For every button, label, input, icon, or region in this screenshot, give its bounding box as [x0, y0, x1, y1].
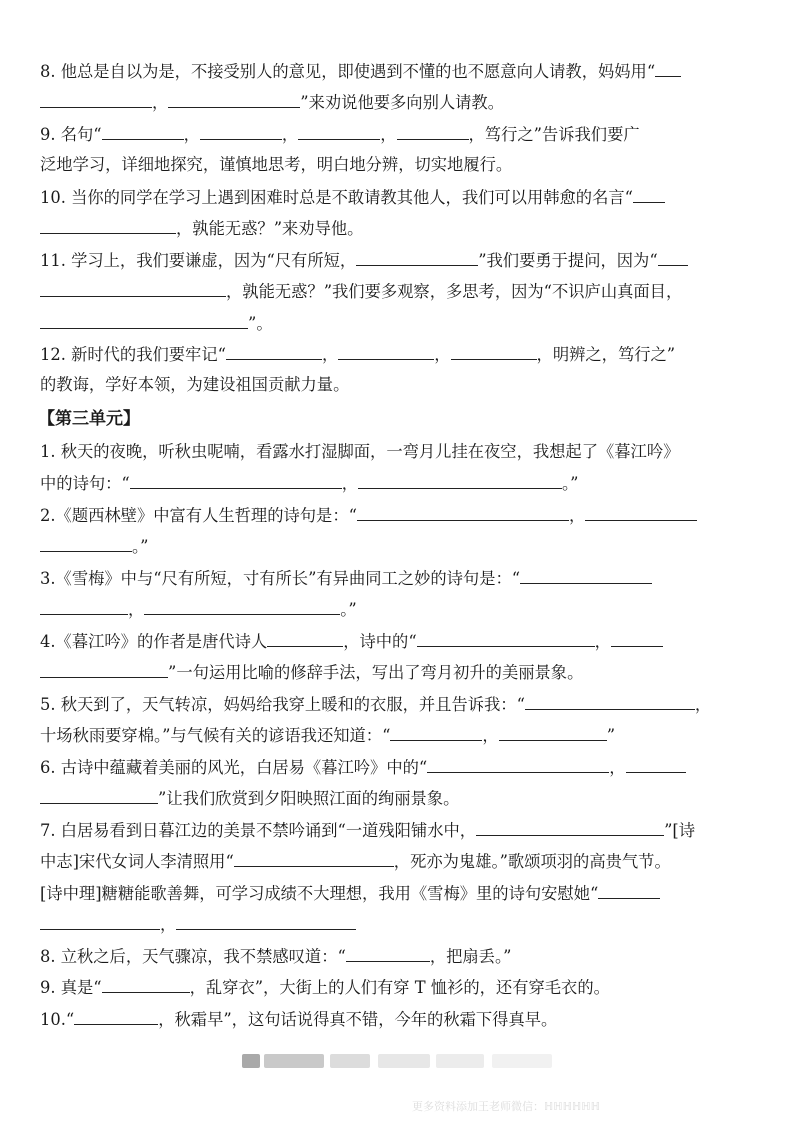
answer-blank[interactable] [168, 91, 300, 108]
u2-q12-line1: 12. 新时代的我们要牢记“ ， ， ，明辨之，笃行之” [40, 345, 676, 364]
u2-q12-line2: 的教诲，学好本领，为建设祖国贡献力量。 [40, 375, 350, 394]
u3-q6-line2: ”让我们欣赏到夕阳映照江面的绚丽景象。 [40, 787, 752, 810]
answer-blank[interactable] [40, 598, 128, 615]
u3-q7-line1: 7. 白居易看到日暮江边的美景不禁吟诵到“一道残阳铺水中， ”[诗 [40, 821, 696, 840]
answer-blank[interactable] [200, 123, 282, 140]
u2-q11-line1: 11. 学习上，我们要谦虚，因为“尺有所短， ”我们要勇于提问，因为“ [40, 249, 752, 272]
u3-q4-line1: 4.《暮江吟》的作者是唐代诗人 ，诗中的“ ， [40, 630, 752, 653]
answer-blank[interactable] [356, 249, 478, 266]
answer-blank[interactable] [226, 343, 322, 360]
answer-blank[interactable] [417, 630, 595, 647]
u3-q7-line2: 中志]宋代女词人李清照用“ ，死亦为鬼雄。”歌颂项羽的高贵气节。 [40, 852, 671, 871]
u3-q6-line1: 6. 古诗中蕴藏着美丽的风光，白居易《暮江吟》中的“ ， [40, 756, 752, 779]
u3-q3-line2: ， 。” [40, 598, 752, 621]
answer-blank[interactable] [626, 756, 686, 773]
blurred-watermark-block [492, 1054, 552, 1068]
u3-q5-line1: 5. 秋天到了，天气转凉，妈妈给我穿上暖和的衣服，并且告诉我：“ ， [40, 695, 712, 714]
answer-blank[interactable] [267, 630, 343, 647]
answer-blank[interactable] [40, 535, 132, 552]
answer-blank[interactable] [40, 280, 226, 297]
answer-blank[interactable] [176, 913, 356, 930]
blurred-watermark-block [264, 1054, 324, 1068]
answer-blank[interactable] [40, 913, 160, 930]
u3-q9-line1: 9. 真是“ ，乱穿衣”，大街上的人们有穿 T 恤衫的，还有穿毛衣的。 [40, 978, 610, 997]
answer-blank[interactable] [346, 945, 430, 962]
answer-blank[interactable] [520, 567, 652, 584]
answer-blank[interactable] [298, 123, 380, 140]
answer-blank[interactable] [476, 819, 664, 836]
answer-blank[interactable] [658, 249, 688, 266]
answer-blank[interactable] [499, 724, 607, 741]
u3-q2-line1: 2.《题西林壁》中富有人生哲理的诗句是：“ ， [40, 504, 752, 527]
answer-blank[interactable] [40, 661, 168, 678]
u3-q2-line2: 。” [40, 535, 752, 558]
answer-blank[interactable] [358, 472, 562, 489]
answer-blank[interactable] [130, 472, 342, 489]
blurred-watermark-block [242, 1054, 260, 1068]
answer-blank[interactable] [655, 60, 681, 77]
answer-blank[interactable] [144, 598, 340, 615]
section-heading-unit3: 【第三单元】 [38, 409, 140, 429]
u3-q8-line1: 8. 立秋之后，天气骤凉，我不禁感叹道：“ ，把扇丢。” [40, 947, 512, 966]
u3-q5-line2: 十场秋雨要穿棉。”与气候有关的谚语我还知道：“ ， ” [40, 726, 616, 745]
u2-q9-line2: 泛地学习，详细地探究，谨慎地思考，明白地分辨，切实地履行。 [40, 155, 513, 174]
answer-blank[interactable] [40, 91, 152, 108]
u2-q11-line2: ，孰能无惑？”我们要多观察，多思考，因为“不识庐山真面目， [40, 280, 752, 303]
answer-blank[interactable] [338, 343, 434, 360]
u3-q7-line4: ， [40, 913, 752, 936]
answer-blank[interactable] [357, 504, 569, 521]
blurred-watermark-block [330, 1054, 370, 1068]
u3-q4-line2: ”一句运用比喻的修辞手法，写出了弯月初升的美丽景象。 [40, 661, 752, 684]
answer-blank[interactable] [40, 787, 158, 804]
answer-blank[interactable] [427, 756, 609, 773]
blurred-watermark-block [436, 1054, 484, 1068]
answer-blank[interactable] [598, 882, 660, 899]
answer-blank[interactable] [633, 186, 665, 203]
answer-blank[interactable] [451, 343, 537, 360]
answer-blank[interactable] [102, 976, 190, 993]
footer-watermark-text: 更多资料添加王老师微信：ℍℍℍℍℍℍ [412, 1100, 601, 1113]
u3-q3-line1: 3.《雪梅》中与“尺有所短，寸有所长”有异曲同工之妙的诗句是：“ [40, 567, 752, 590]
u2-q9-line1: 9. 名句“ ， ， ， ，笃行之”告诉我们要广 [40, 125, 640, 144]
u3-q1-line2: 中的诗句：“ ， 。” [40, 474, 579, 493]
answer-blank[interactable] [40, 217, 176, 234]
u3-q7-line3: [诗中理]糖糖能歌善舞，可学习成绩不大理想，我用《雪梅》里的诗句安慰她“ [40, 882, 752, 905]
answer-blank[interactable] [40, 312, 248, 329]
answer-blank[interactable] [234, 850, 394, 867]
blurred-watermark-block [378, 1054, 430, 1068]
u2-q10-line2: ，孰能无惑？”来劝导他。 [40, 217, 752, 240]
answer-blank[interactable] [611, 630, 663, 647]
u2-q11-line3: ”。 [40, 312, 752, 335]
answer-blank[interactable] [74, 1008, 158, 1025]
answer-blank[interactable] [390, 724, 482, 741]
answer-blank[interactable] [397, 123, 469, 140]
u2-q8-line1: 8. 他总是自以为是，不接受别人的意见，即使遇到不懂的也不愿意向人请教，妈妈用“ [40, 60, 752, 83]
u2-q8-line2: ， ”来劝说他要多向别人请教。 [40, 91, 752, 114]
answer-blank[interactable] [585, 504, 697, 521]
answer-blank[interactable] [102, 123, 184, 140]
u3-q1-line1: 1. 秋天的夜晚，听秋虫呢喃，看露水打湿脚面，一弯月儿挂在夜空，我想起了《暮江吟》 [40, 442, 680, 461]
answer-blank[interactable] [525, 693, 695, 710]
u3-q10-line1: 10.“ ，秋霜早”，这句话说得真不错，今年的秋霜下得真早。 [40, 1010, 558, 1029]
u2-q10-line1: 10. 当你的同学在学习上遇到困难时总是不敢请教其他人，我们可以用韩愈的名言“ [40, 186, 752, 209]
